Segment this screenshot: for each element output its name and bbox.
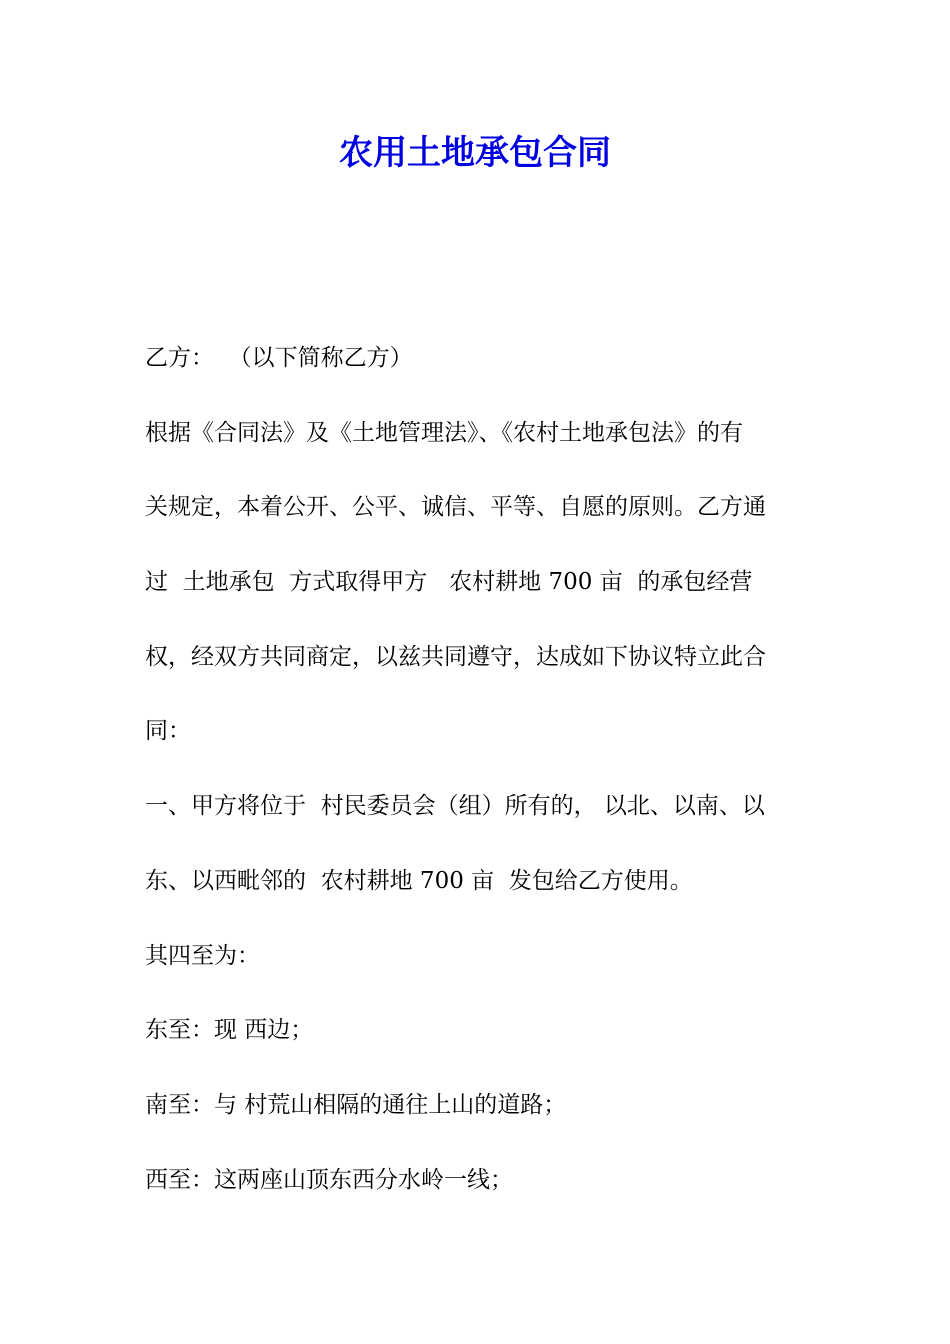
line-party-b: 乙方： （以下简称乙方）: [145, 345, 413, 371]
line-boundary-east: 东至：现 西边；: [145, 1017, 314, 1044]
line-basis-2: 关规定，本着公开、公平、诚信、平等、自愿的原则。乙方通: [145, 494, 766, 521]
line-boundary-south: 南至：与 村荒山相隔的通往上山的道路；: [145, 1091, 567, 1118]
line-clause-1a: 一、甲方将位于 村民委员会（组）所有的， 以北、以南、以: [145, 793, 765, 820]
line-boundary-west: 西至：这两座山顶东西分水岭一线；: [145, 1166, 513, 1193]
document-body: [145, 332, 810, 1228]
document-title: 农用土地承包合同: [339, 133, 611, 173]
line-basis-3: 过 土地承包 方式取得甲方 农村耕地 700 亩 的承包经营: [145, 569, 753, 596]
line-basis-1: 根据《合同法》及《土地管理法》、《农村土地承包法》的有: [145, 419, 743, 446]
line-boundaries-heading: 其四至为：: [145, 942, 260, 969]
line-basis-5: 同：: [145, 718, 191, 745]
line-basis-4: 权，经双方共同商定，以兹共同遵守，达成如下协议特立此合: [145, 643, 766, 670]
line-clause-1b: 东、以西毗邻的 农村耕地 700 亩 发包给乙方使用。: [145, 867, 693, 894]
